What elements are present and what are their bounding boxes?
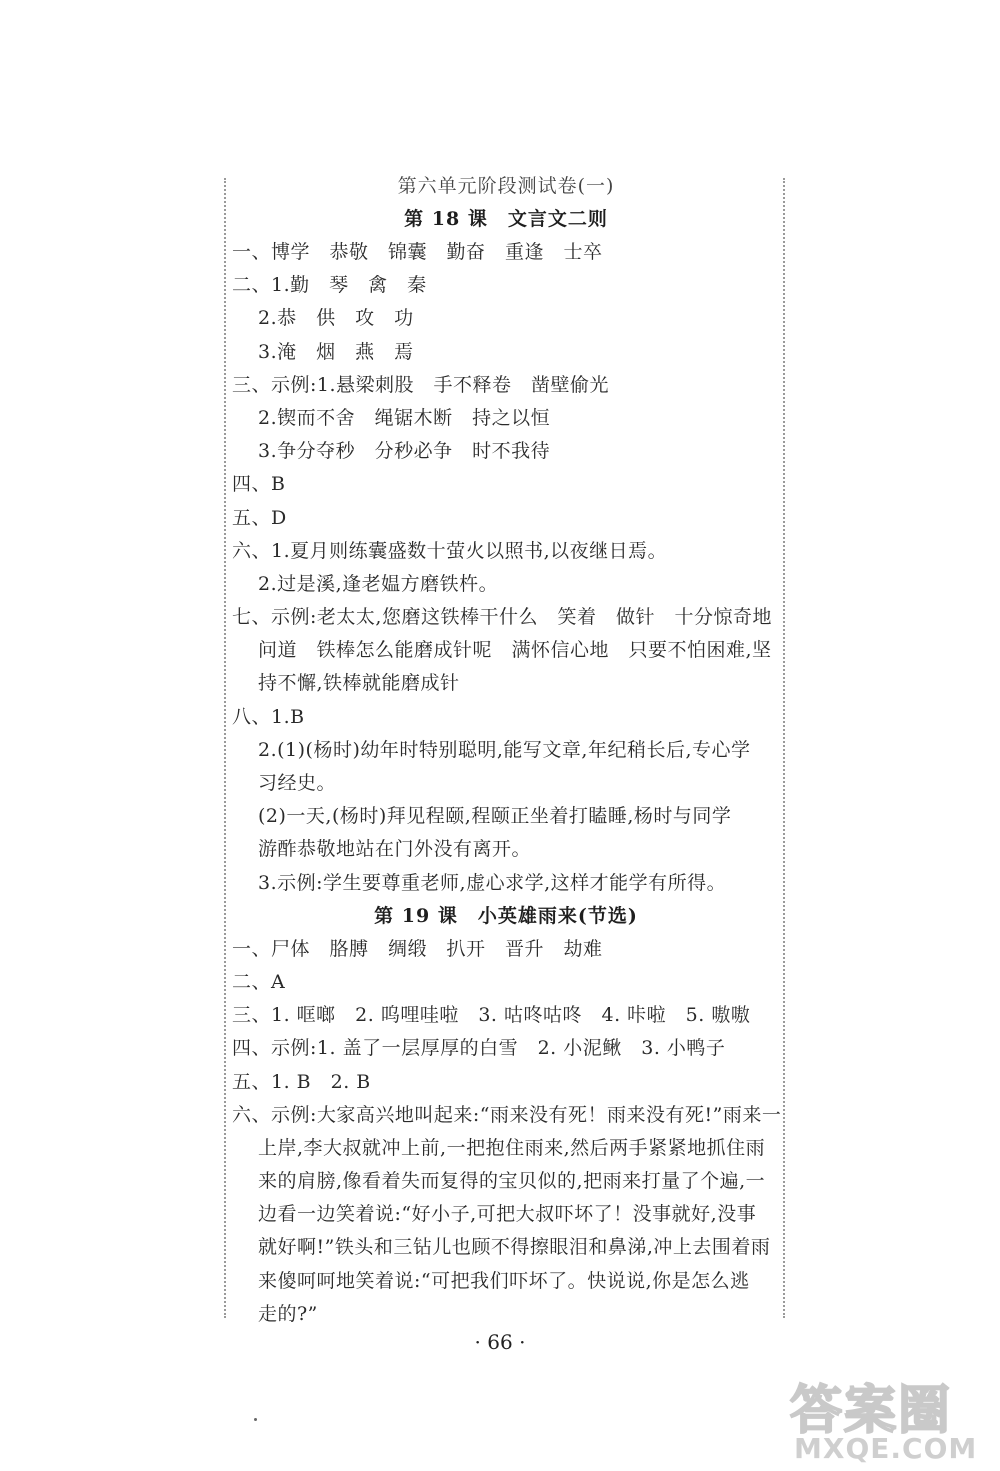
answer-content [232,170,780,1331]
answer-line: 三、1. 哐啷 2. 呜哩哇啦 3. 咕咚咕咚 4. 咔啦 5. 嗷嗷 [232,1004,751,1027]
answer-line: 习经史。 [258,772,337,794]
answer-line: 四、示例:1. 盖了一层厚厚的白雪 2. 小泥鳅 3. 小鸭子 [232,1037,726,1060]
answer-line: 持不懈,铁棒就能磨成针 [258,672,460,695]
watermark-domain: MXQE.COM [794,1432,978,1465]
page-title: 第六单元阶段测试卷(一) [397,175,615,197]
answer-line: 就好啊!”铁头和三钻儿也顾不得擦眼泪和鼻涕,冲上去围着雨 [258,1236,771,1259]
answer-line: 3.争分夺秒 分秒必争 时不我待 [258,440,551,463]
answer-line: 2.过是溪,逢老媪方磨铁杵。 [258,572,499,595]
answer-line: 四、B [232,473,286,496]
answer-line: 三、示例:1.悬梁刺股 手不释卷 凿壁偷光 [232,373,610,396]
answer-line: 五、D [232,506,287,529]
answer-line: 五、1. B 2. B [232,1070,371,1093]
left-dotted-border [224,178,226,1318]
answer-line: 八、1.B [232,705,305,728]
right-dotted-border [783,178,785,1318]
site-watermark [790,1368,995,1466]
answer-line: 3.示例:学生要尊重老师,虚心求学,这样才能学有所得。 [258,871,727,894]
answer-line: 来的肩膀,像看着失而复得的宝贝似的,把雨来打量了个遍,一 [258,1170,766,1193]
answer-line: 2.锲而不舍 绳锯木断 持之以恒 [258,406,551,429]
answer-line: 一、尸体 胳膊 绸缎 扒开 晋升 劫难 [232,937,603,960]
answer-line: 2.(1)(杨时)幼年时特别聪明,能写文章,年纪稍长后,专心学 [258,738,751,761]
page-number: · 66 · [474,1330,526,1354]
answer-line: 七、示例:老太太,您磨这铁棒干什么 笑着 做针 十分惊奇地 [232,606,772,629]
lesson-19-heading: 第 19 课 小英雄雨来(节选) [374,904,638,927]
answer-line: 二、1.勤 琴 禽 秦 [232,274,427,297]
answer-line: 六、1.夏月则练囊盛数十萤火以照书,以夜继日焉。 [232,539,668,562]
answer-line: 3.淹 烟 燕 焉 [258,340,414,363]
answer-line: 游酢恭敬地站在门外没有离开。 [258,838,532,861]
lesson-18-heading: 第 18 课 文言文二则 [404,208,608,230]
answer-line: 二、A [232,970,286,993]
answer-line: 一、博学 恭敬 锦囊 勤奋 重逢 士卒 [232,241,603,263]
answer-line: 上岸,李大叔就冲上前,一把抱住雨来,然后两手紧紧地抓住雨 [258,1136,766,1159]
answer-line: 走的?” [258,1302,318,1325]
stray-dot [254,1418,257,1421]
answer-line: (2)一天,(杨时)拜见程颐,程颐正坐着打瞌睡,杨时与同学 [258,805,732,828]
answer-line: 问道 铁棒怎么能磨成针呢 满怀信心地 只要不怕困难,坚 [258,639,772,662]
answer-line: 六、示例:大家高兴地叫起来:“雨来没有死！雨来没有死!”雨来一 [232,1103,782,1126]
answer-line: 来傻呵呵地笑着说:“可把我们吓坏了。快说说,你是怎么逃 [258,1269,750,1292]
answer-line: 边看一边笑着说:“好小子,可把大叔吓坏了！没事就好,没事 [258,1203,757,1226]
watermark-logo-text: 答案圈 [790,1381,953,1441]
answer-line: 2.恭 供 攻 功 [258,307,414,330]
